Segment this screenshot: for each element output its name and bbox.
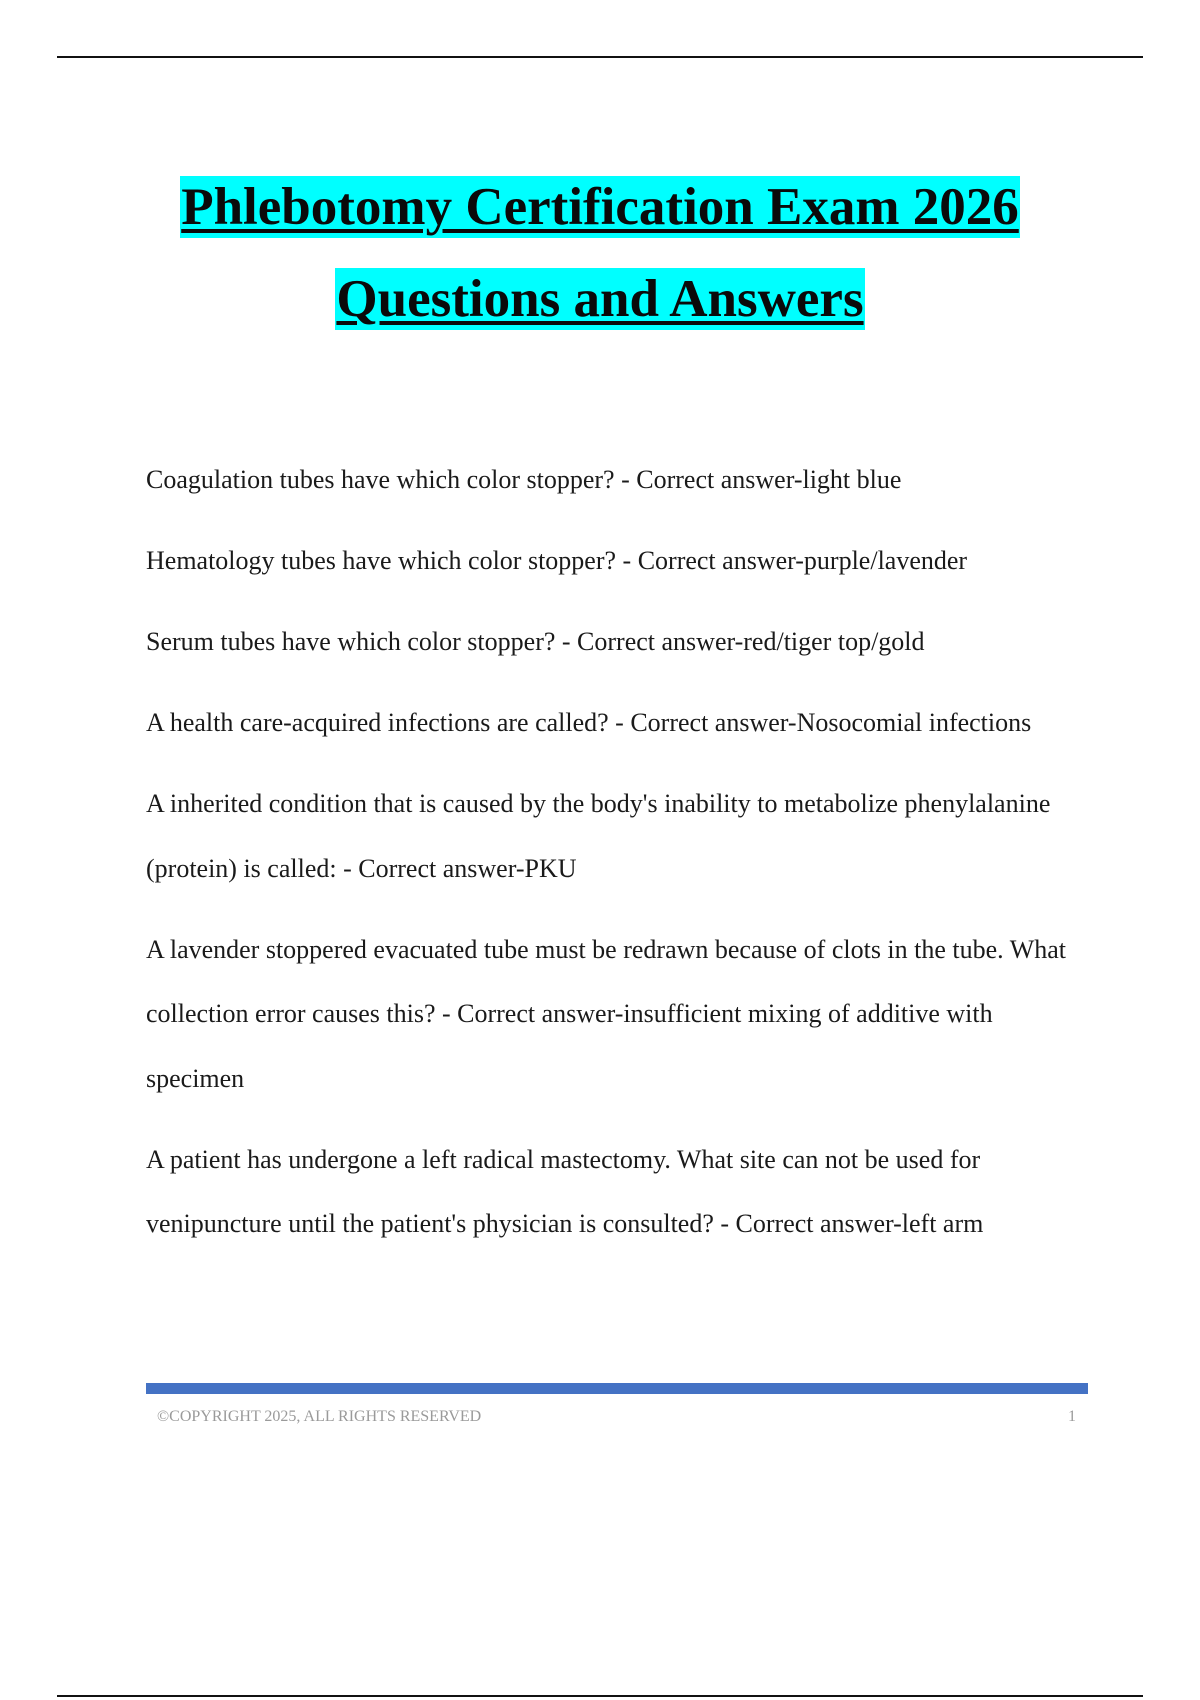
qa-item: A inherited condition that is caused by the body's inability to metabolize phenylalanine (protein) is called: - Correct answer-PKU (146, 789, 1051, 883)
qa-list (146, 448, 1086, 1273)
footer-copyright: ©COPYRIGHT 2025, ALL RIGHTS RESERVED (157, 1408, 482, 1425)
header-rule (57, 56, 1143, 58)
qa-item: Serum tubes have which color stopper? - Correct answer-red/tiger top/gold (146, 627, 925, 656)
title-line-2: Questions and Answers (336, 270, 864, 328)
qa-item: Hematology tubes have which color stopper? - Correct answer-purple/lavender (146, 546, 968, 575)
qa-item: A health care-acquired infections are called? - Correct answer-Nosocomial infections (146, 708, 1032, 737)
bottom-rule (57, 1695, 1143, 1697)
qa-item: Coagulation tubes have which color stopper? - Correct answer-light blue (146, 465, 902, 494)
page-number: 1 (1068, 1408, 1076, 1425)
qa-item: A patient has undergone a left radical mastectomy. What site can not be used for venipuncture until the patient's physician is consulted? - Correct answer-left arm (146, 1144, 984, 1238)
title-line-1: Phlebotomy Certification Exam 2026 (181, 178, 1019, 236)
footer-bar (146, 1383, 1088, 1394)
title-block (0, 176, 1200, 330)
qa-item: A lavender stoppered evacuated tube must be redrawn because of clots in the tube. What collection error causes this? - Correct answer-insufficient mixing of additive with specimen (146, 934, 1067, 1093)
